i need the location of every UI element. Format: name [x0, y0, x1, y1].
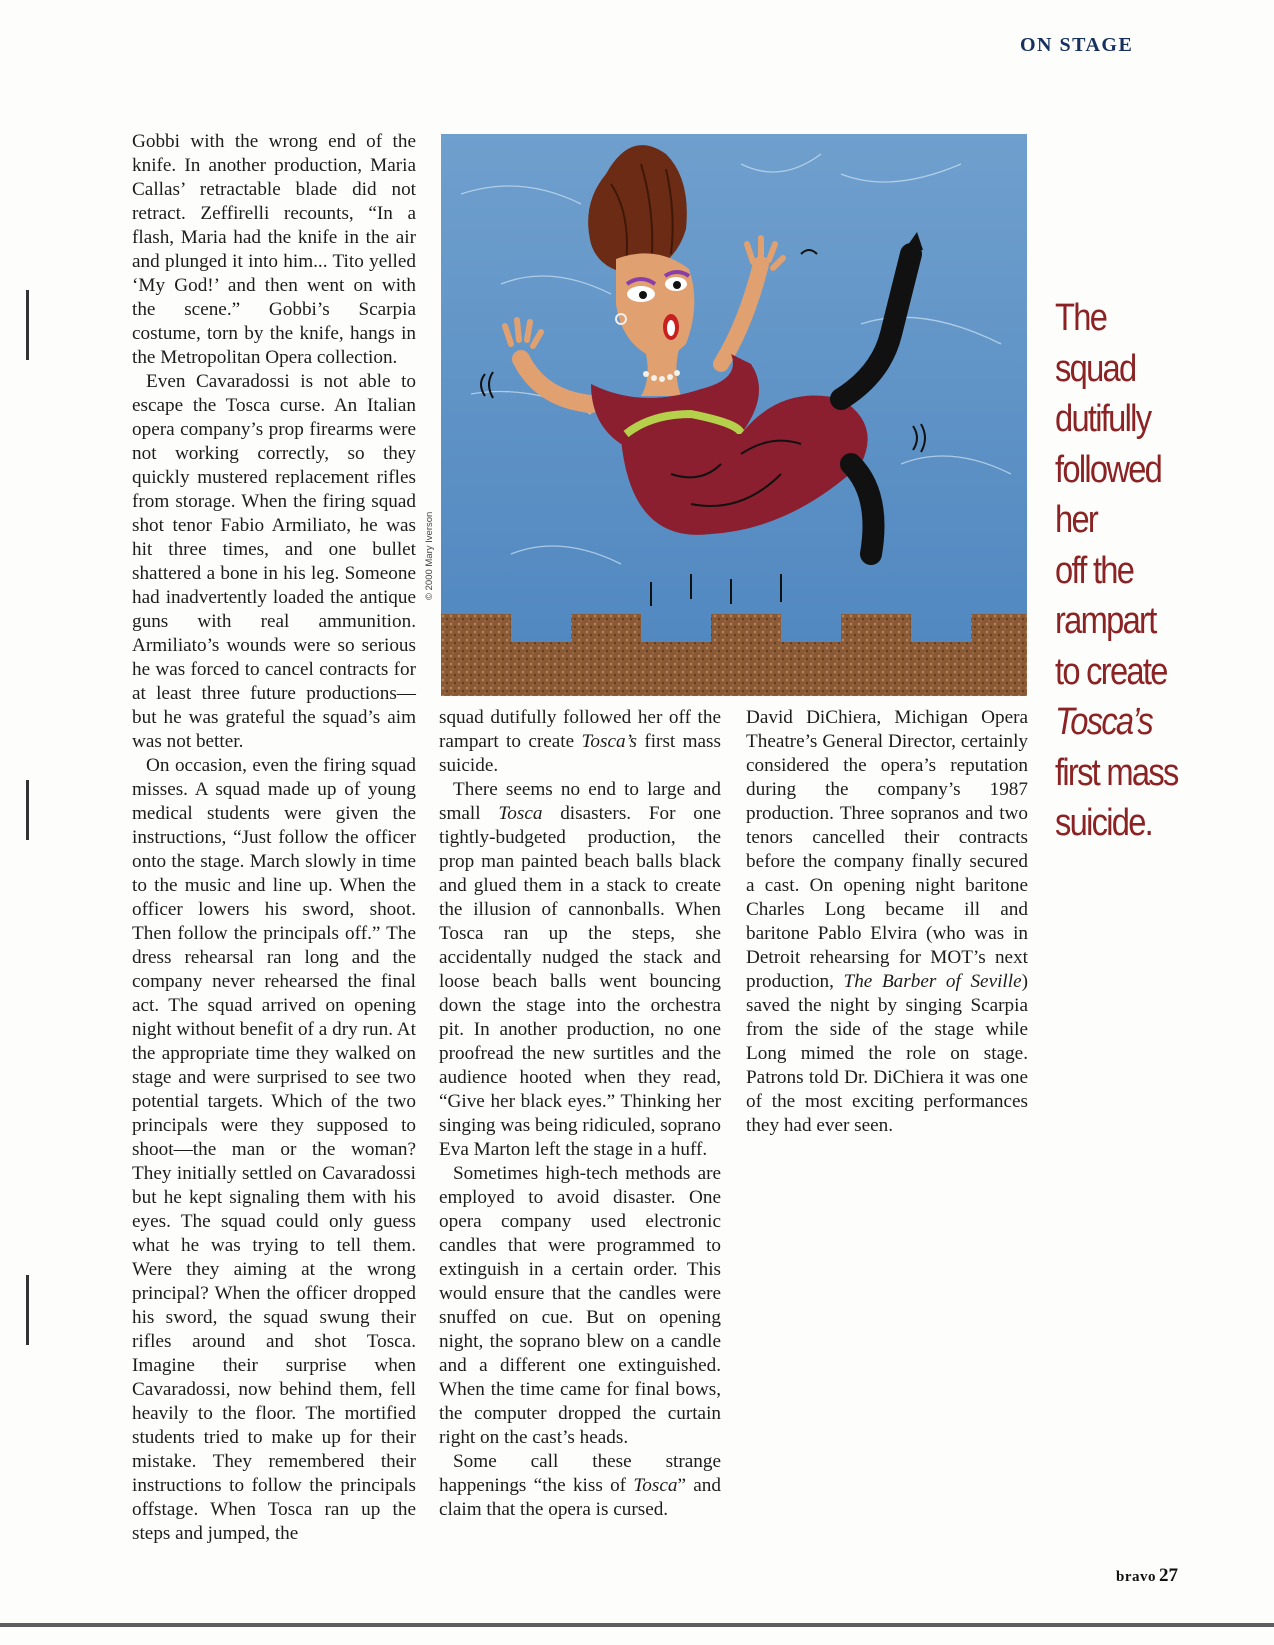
paragraph: On occasion, even the firing squad misses. A squad made up of young medical students were given the instructions, “Just follow the officer onto the stage. March slowly in time to the music and line up. When the officer lowers his sword, shoot. Then follow the principals off.” The dress rehearsal ran long and the company never rehearsed the final act. The squad arrived on opening night without benefit of a dry run. At the appropriate time they walked on stage and were surprised to see two potential targets. Which of the two principals were they supposed to shoot—the man or the woman? They initially settled on Cavaradossi but he kept signaling them with his eyes. The squad could only guess what he was trying to tell them. Were they aiming at the wrong principal? When the officer dropped his sword, the squad swung their rifles around and shot Tosca. Imagine their surprise when Cavaradossi, now behind them, fell heavily to the floor. The mortified students tried to make up for their mistake. They remembered their instructions to follow the principals offstage. When Tosca ran up the steps and jumped, the [132, 755, 416, 1544]
paragraph: Even Cavaradossi is not able to escape the Tosca curse. An Italian opera company’s prop firearms were not working correctly, so they quickly mustered replacement rifles from storage. When the firing squad shot tenor Fabio Armiliato, he was hit three times, and one bullet shattered a bone in his leg. Someone had inadvertently loaded the antique guns with real ammunition. Armiliato’s wounds were so serious he was forced to cancel contracts for at least three future productions—but he was grateful the squad’s aim was not better. [132, 371, 416, 752]
paragraph: There seems no end to large and small Tosca disasters. For one tightly-budgeted production, the prop man painted beach balls black and glued them in a stack to create the illusion of cannonballs. When Tosca ran up the steps, she accidentally nudged the stack and loose beach balls went bouncing down the stage into the orchestra pit. In another production, no one proofread the new surtitles and the audience hooted when they read, “Give her black eyes.” Thinking her singing was being ridiculed, soprano Eva Marton left the stage in a huff. [439, 779, 721, 1160]
paragraph: Some call these strange happenings “the kiss of Tosca” and claim that the opera is cursed. [439, 1451, 721, 1520]
tosca-illustration [441, 134, 1027, 696]
paragraph: Gobbi with the wrong end of the knife. In another production, Maria Callas’ retractable blade did not retract. Zeffirelli recounts, “In a flash, Maria had the knife in the air and plunged it into him... Tito yelled ‘My God!’ and then went on with the scene.” Gobbi’s Scarpia costume, torn by the knife, hangs in the Metropolitan Opera collection. [132, 131, 416, 368]
margin-mark [26, 1275, 29, 1345]
pull-quote: The squad dutifully followed her off the rampart to create Tosca’s first mass suicide. [1055, 297, 1178, 844]
page-footer [1116, 1565, 1178, 1587]
paragraph: David DiChiera, Michigan Opera Theatre’s General Director, certainly considered the opera’s reputation during the company’s 1987 production. Three sopranos and two tenors cancelled their contracts before the company finally secured a cast. On opening night baritone Charles Long became ill and baritone Pablo Elvira (who was in Detroit rehearsing for MOT’s next production, The Barber of Seville) saved the night by singing Scarpia from the side of the stage while Long mimed the role on stage. Patrons told Dr. DiChiera it was one of the most exciting performances they had ever seen. [746, 707, 1028, 1136]
bottom-rule [0, 1623, 1274, 1627]
margin-mark [26, 780, 29, 840]
photo-credit: © 2000 Mary Iverson [424, 511, 435, 600]
article-column-3 [746, 706, 1028, 1138]
article-column-1 [132, 130, 416, 1546]
page-number: 27 [1159, 1565, 1178, 1586]
paragraph: Sometimes high-tech methods are employed to avoid disaster. One opera company used electronic candles that were programmed to extinguish in a certain order. This would ensure that the candles were snuffed on cue. But on opening night, the soprano blew on a candle and a different one extinguished. When the time came for final bows, the computer dropped the curtain right on the cast’s heads. [439, 1163, 721, 1448]
paragraph: squad dutifully followed her off the rampart to create Tosca’s first mass suicide. [439, 707, 721, 776]
margin-mark [26, 290, 29, 360]
magazine-logo: bravo [1116, 1569, 1156, 1585]
article-column-2 [439, 706, 721, 1522]
section-heading: ON STAGE [1020, 34, 1134, 56]
